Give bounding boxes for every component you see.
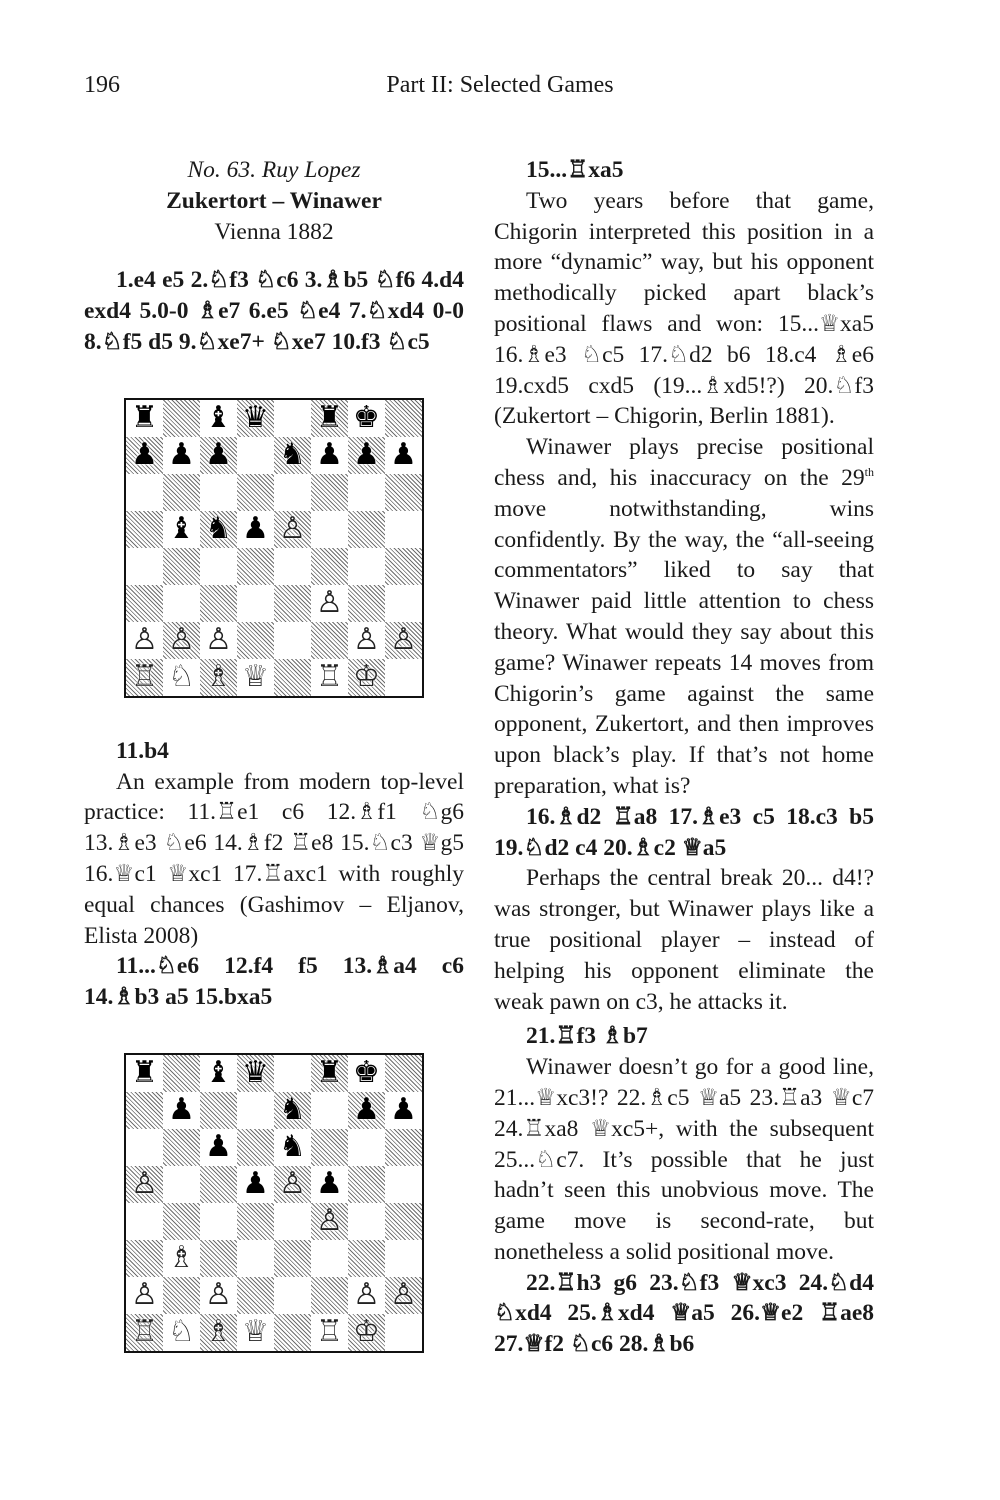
board-square <box>163 400 200 437</box>
board-square <box>126 548 163 585</box>
black-king-icon: ♚ <box>353 1055 380 1091</box>
white-pawn-icon: ♙ <box>316 585 343 621</box>
board-square <box>163 659 200 696</box>
board-square <box>385 548 422 585</box>
board-square <box>385 1129 422 1166</box>
board-square <box>126 474 163 511</box>
diagram-1 <box>124 398 464 698</box>
black-king-icon: ♚ <box>353 400 380 436</box>
board-square <box>274 474 311 511</box>
board-square <box>163 1166 200 1203</box>
board-square <box>237 1314 274 1351</box>
board-square <box>348 1166 385 1203</box>
board-square <box>163 1277 200 1314</box>
board-square <box>126 1055 163 1092</box>
white-pawn-icon: ♙ <box>131 1277 158 1313</box>
moves-11-15: 11...♘e6 12.f4 f5 13.♗a4 c6 14.♗b3 a5 15.bxa5 <box>84 953 464 1011</box>
board-square <box>311 1203 348 1240</box>
board-square <box>385 1092 422 1129</box>
black-pawn-icon: ♟ <box>205 1129 232 1165</box>
black-knight-icon: ♞ <box>279 1092 306 1128</box>
board-square <box>237 1277 274 1314</box>
board-square <box>237 400 274 437</box>
board-square <box>311 659 348 696</box>
board-square <box>237 548 274 585</box>
black-pawn-icon: ♟ <box>316 1166 343 1202</box>
white-pawn-icon: ♙ <box>131 1166 158 1202</box>
board-square <box>126 1129 163 1166</box>
board-square <box>126 511 163 548</box>
board-square <box>237 511 274 548</box>
black-pawn-icon: ♟ <box>168 437 195 473</box>
white-king-icon: ♔ <box>353 659 380 695</box>
board-square <box>237 1055 274 1092</box>
board-square <box>163 1129 200 1166</box>
black-queen-icon: ♛ <box>242 1055 269 1091</box>
chessboard <box>124 398 424 698</box>
board-square <box>200 400 237 437</box>
board-square <box>311 1166 348 1203</box>
board-square <box>311 474 348 511</box>
black-pawn-icon: ♟ <box>316 437 343 473</box>
board-square <box>274 437 311 474</box>
board-square <box>237 437 274 474</box>
white-pawn-icon: ♙ <box>131 622 158 658</box>
board-square <box>237 474 274 511</box>
comment-11: An example from modern top-level practice: 11.♖e1 c6 12.♗f1 ♘g6 13.♗e3 ♘e6 14.♗f2 ♖e8 15.♘c3 ♕g5 16.♕c1 ♕xc1 17.♖axc1 with roughly equal chances (Gashimov – Eljanov, Elista 2008) <box>84 768 464 949</box>
board-square <box>200 1166 237 1203</box>
white-bishop-icon: ♗ <box>205 1314 232 1350</box>
board-square <box>348 437 385 474</box>
black-knight-icon: ♞ <box>205 511 232 547</box>
board-square <box>274 622 311 659</box>
comment-winawer <box>494 432 874 802</box>
board-square <box>200 1314 237 1351</box>
left-column <box>84 155 464 1353</box>
board-square <box>348 659 385 696</box>
black-pawn-icon: ♟ <box>168 1092 195 1128</box>
board-square <box>385 1314 422 1351</box>
board-square <box>348 1092 385 1129</box>
black-rook-icon: ♜ <box>316 1055 343 1091</box>
black-rook-icon: ♜ <box>131 400 158 436</box>
black-knight-icon: ♞ <box>279 1129 306 1165</box>
right-column <box>494 155 874 1360</box>
board-square <box>274 400 311 437</box>
white-queen-icon: ♕ <box>242 1314 269 1350</box>
board-square <box>385 437 422 474</box>
board-square <box>163 622 200 659</box>
white-pawn-icon: ♙ <box>205 1277 232 1313</box>
board-square <box>126 622 163 659</box>
board-square <box>274 1055 311 1092</box>
board-square <box>348 474 385 511</box>
board-square <box>200 622 237 659</box>
board-square <box>274 548 311 585</box>
white-rook-icon: ♖ <box>316 1314 343 1350</box>
board-square <box>126 400 163 437</box>
ordinal-suffix: th <box>864 465 874 480</box>
board-square <box>385 585 422 622</box>
board-square <box>385 400 422 437</box>
board-square <box>274 1129 311 1166</box>
board-square <box>311 1129 348 1166</box>
board-square <box>126 585 163 622</box>
board-square <box>237 659 274 696</box>
comment-15: Two years before that game, Chigorin interpreted this position in a more “dynamic” way, but his opponent methodically picked apart black’s positional flaws and won: 15...♕xa5 16.♗e3 ♘c5 17.♘d2 b6 18.c4 ♗e6 19.cxd5 cxd5 (19...♗xd5!?) 20.♘f3 (Zukertort – Chigorin, Berlin 1881). <box>494 187 874 430</box>
board-square <box>200 1092 237 1129</box>
board-square <box>311 1277 348 1314</box>
white-rook-icon: ♖ <box>131 659 158 695</box>
board-square <box>200 437 237 474</box>
board-square <box>163 1055 200 1092</box>
board-square <box>200 585 237 622</box>
black-pawn-icon: ♟ <box>242 1166 269 1202</box>
board-square <box>311 1055 348 1092</box>
board-square <box>274 659 311 696</box>
opening-moves: 1.e4 e5 2.♘f3 ♘c6 3.♗b5 ♘f6 4.d4 exd4 5.0-0 ♗e7 6.e5 ♘e4 7.♘xd4 0-0 8.♘f5 d5 9.♘xe7+ ♘xe7 10.f3 ♘c5 <box>84 267 464 355</box>
white-pawn-icon: ♙ <box>316 1203 343 1239</box>
board-square <box>200 659 237 696</box>
board-square <box>237 1166 274 1203</box>
board-square <box>311 1314 348 1351</box>
board-square <box>200 1055 237 1092</box>
white-bishop-icon: ♗ <box>168 1240 195 1276</box>
board-square <box>163 1314 200 1351</box>
board-square <box>126 1314 163 1351</box>
moves-22-28: 22.♖h3 g6 23.♘f3 ♕xc3 24.♘d4 ♘xd4 25.♗xd4 ♕a5 26.♕e2 ♖ae8 27.♕f2 ♘c6 28.♗b6 <box>494 1269 874 1358</box>
board-square <box>163 1240 200 1277</box>
board-square <box>348 1277 385 1314</box>
white-pawn-icon: ♙ <box>390 1277 417 1313</box>
white-pawn-icon: ♙ <box>205 622 232 658</box>
board-square <box>163 511 200 548</box>
white-bishop-icon: ♗ <box>205 659 232 695</box>
board-square <box>311 548 348 585</box>
comment-text-a: Winawer plays precise positional chess and, his inaccuracy on the 29 <box>494 434 874 491</box>
black-pawn-icon: ♟ <box>390 437 417 473</box>
black-rook-icon: ♜ <box>131 1055 158 1091</box>
comment-20: Perhaps the central break 20... d4!? was stronger, but Winawer plays like a true positional player – instead of helping his opponent eliminate the weak pawn on c3, he attacks it. <box>494 865 874 1015</box>
board-square <box>385 622 422 659</box>
board-square <box>385 659 422 696</box>
venue: Vienna 1882 <box>214 218 334 245</box>
moves-16-20: 16.♗d2 ♖a8 17.♗e3 c5 18.c3 b5 19.♘d2 c4 20.♗c2 ♕a5 <box>494 803 874 861</box>
black-queen-icon: ♛ <box>242 400 269 436</box>
white-knight-icon: ♘ <box>168 1314 195 1350</box>
diagram-2 <box>124 1053 464 1353</box>
board-square <box>348 1240 385 1277</box>
move-15: 15...♖xa5 <box>526 157 624 183</box>
white-rook-icon: ♖ <box>316 659 343 695</box>
white-knight-icon: ♘ <box>168 659 195 695</box>
board-square <box>274 1277 311 1314</box>
board-square <box>163 1092 200 1129</box>
board-square <box>348 1129 385 1166</box>
board-square <box>126 437 163 474</box>
board-square <box>311 1092 348 1129</box>
board-square <box>311 400 348 437</box>
board-square <box>274 585 311 622</box>
board-square <box>385 1277 422 1314</box>
board-square <box>311 511 348 548</box>
board-square <box>200 511 237 548</box>
black-pawn-icon: ♟ <box>353 1092 380 1128</box>
board-square <box>311 622 348 659</box>
board-square <box>126 1240 163 1277</box>
board-square <box>126 1277 163 1314</box>
black-bishop-icon: ♝ <box>168 511 195 547</box>
white-pawn-icon: ♙ <box>168 622 195 658</box>
board-square <box>348 1314 385 1351</box>
board-square <box>200 474 237 511</box>
board-square <box>163 1203 200 1240</box>
board-square <box>163 474 200 511</box>
black-bishop-icon: ♝ <box>205 400 232 436</box>
board-square <box>274 1092 311 1129</box>
board-square <box>237 1203 274 1240</box>
board-square <box>311 585 348 622</box>
board-square <box>200 548 237 585</box>
players: Zukertort – Winawer <box>166 187 382 214</box>
page-number: 196 <box>84 72 120 98</box>
move-11: 11.b4 <box>116 737 169 764</box>
board-square <box>237 585 274 622</box>
black-pawn-icon: ♟ <box>205 437 232 473</box>
board-square <box>311 1240 348 1277</box>
board-square <box>237 1240 274 1277</box>
board-square <box>237 1129 274 1166</box>
comment-text-b: move notwithstanding, wins confidently. By the way, the “all-seeing commentators” liked to say that Winawer paid little attention to chess theory. What would they say about this game? Winawer repeats 14 moves from Chigorin’s game against the same opponent, Zukertort, and then improves upon black’s play. If that’s not home preparation, what is? <box>494 495 874 799</box>
board-square <box>237 1092 274 1129</box>
chessboard <box>124 1053 424 1353</box>
board-square <box>200 1240 237 1277</box>
board-square <box>126 1166 163 1203</box>
black-pawn-icon: ♟ <box>353 437 380 473</box>
white-king-icon: ♔ <box>353 1314 380 1350</box>
board-square <box>200 1277 237 1314</box>
board-square <box>348 400 385 437</box>
board-square <box>385 511 422 548</box>
board-square <box>237 622 274 659</box>
board-square <box>385 474 422 511</box>
black-rook-icon: ♜ <box>316 400 343 436</box>
board-square <box>311 437 348 474</box>
game-header <box>84 155 464 247</box>
running-head: Part II: Selected Games <box>386 72 614 98</box>
black-pawn-icon: ♟ <box>242 511 269 547</box>
board-square <box>348 622 385 659</box>
board-square <box>163 585 200 622</box>
board-square <box>348 585 385 622</box>
board-square <box>163 437 200 474</box>
game-title: No. 63. Ruy Lopez <box>187 157 361 183</box>
board-square <box>274 511 311 548</box>
black-knight-icon: ♞ <box>279 437 306 473</box>
board-square <box>385 1203 422 1240</box>
board-square <box>274 1314 311 1351</box>
board-square <box>348 1055 385 1092</box>
board-square <box>348 511 385 548</box>
board-square <box>163 548 200 585</box>
board-square <box>385 1166 422 1203</box>
board-square <box>385 1240 422 1277</box>
black-bishop-icon: ♝ <box>205 1055 232 1091</box>
comment-21: Winawer doesn’t go for a good line, 21...♕xc3!? 22.♗c5 ♕a5 23.♖a3 ♕c7 24.♖xa8 ♕xc5+, with the subsequent 25...♘c7. It’s possible that he just hadn’t seen this unobvious move. The game move is second-rate, but nonetheless a solid positional move. <box>494 1054 874 1265</box>
white-pawn-icon: ♙ <box>353 1277 380 1313</box>
white-rook-icon: ♖ <box>131 1314 158 1350</box>
white-pawn-icon: ♙ <box>353 622 380 658</box>
board-square <box>274 1240 311 1277</box>
white-pawn-icon: ♙ <box>390 622 417 658</box>
move-21: 21.♖f3 ♗b7 <box>526 1023 648 1050</box>
white-pawn-icon: ♙ <box>279 1166 306 1202</box>
board-square <box>126 659 163 696</box>
board-square <box>348 548 385 585</box>
white-queen-icon: ♕ <box>242 659 269 695</box>
board-square <box>348 1203 385 1240</box>
board-square <box>126 1092 163 1129</box>
board-square <box>200 1203 237 1240</box>
board-square <box>126 1203 163 1240</box>
board-square <box>274 1166 311 1203</box>
board-square <box>200 1129 237 1166</box>
board-square <box>385 1055 422 1092</box>
black-pawn-icon: ♟ <box>131 437 158 473</box>
black-pawn-icon: ♟ <box>390 1092 417 1128</box>
board-square <box>274 1203 311 1240</box>
white-pawn-icon: ♙ <box>279 511 306 547</box>
